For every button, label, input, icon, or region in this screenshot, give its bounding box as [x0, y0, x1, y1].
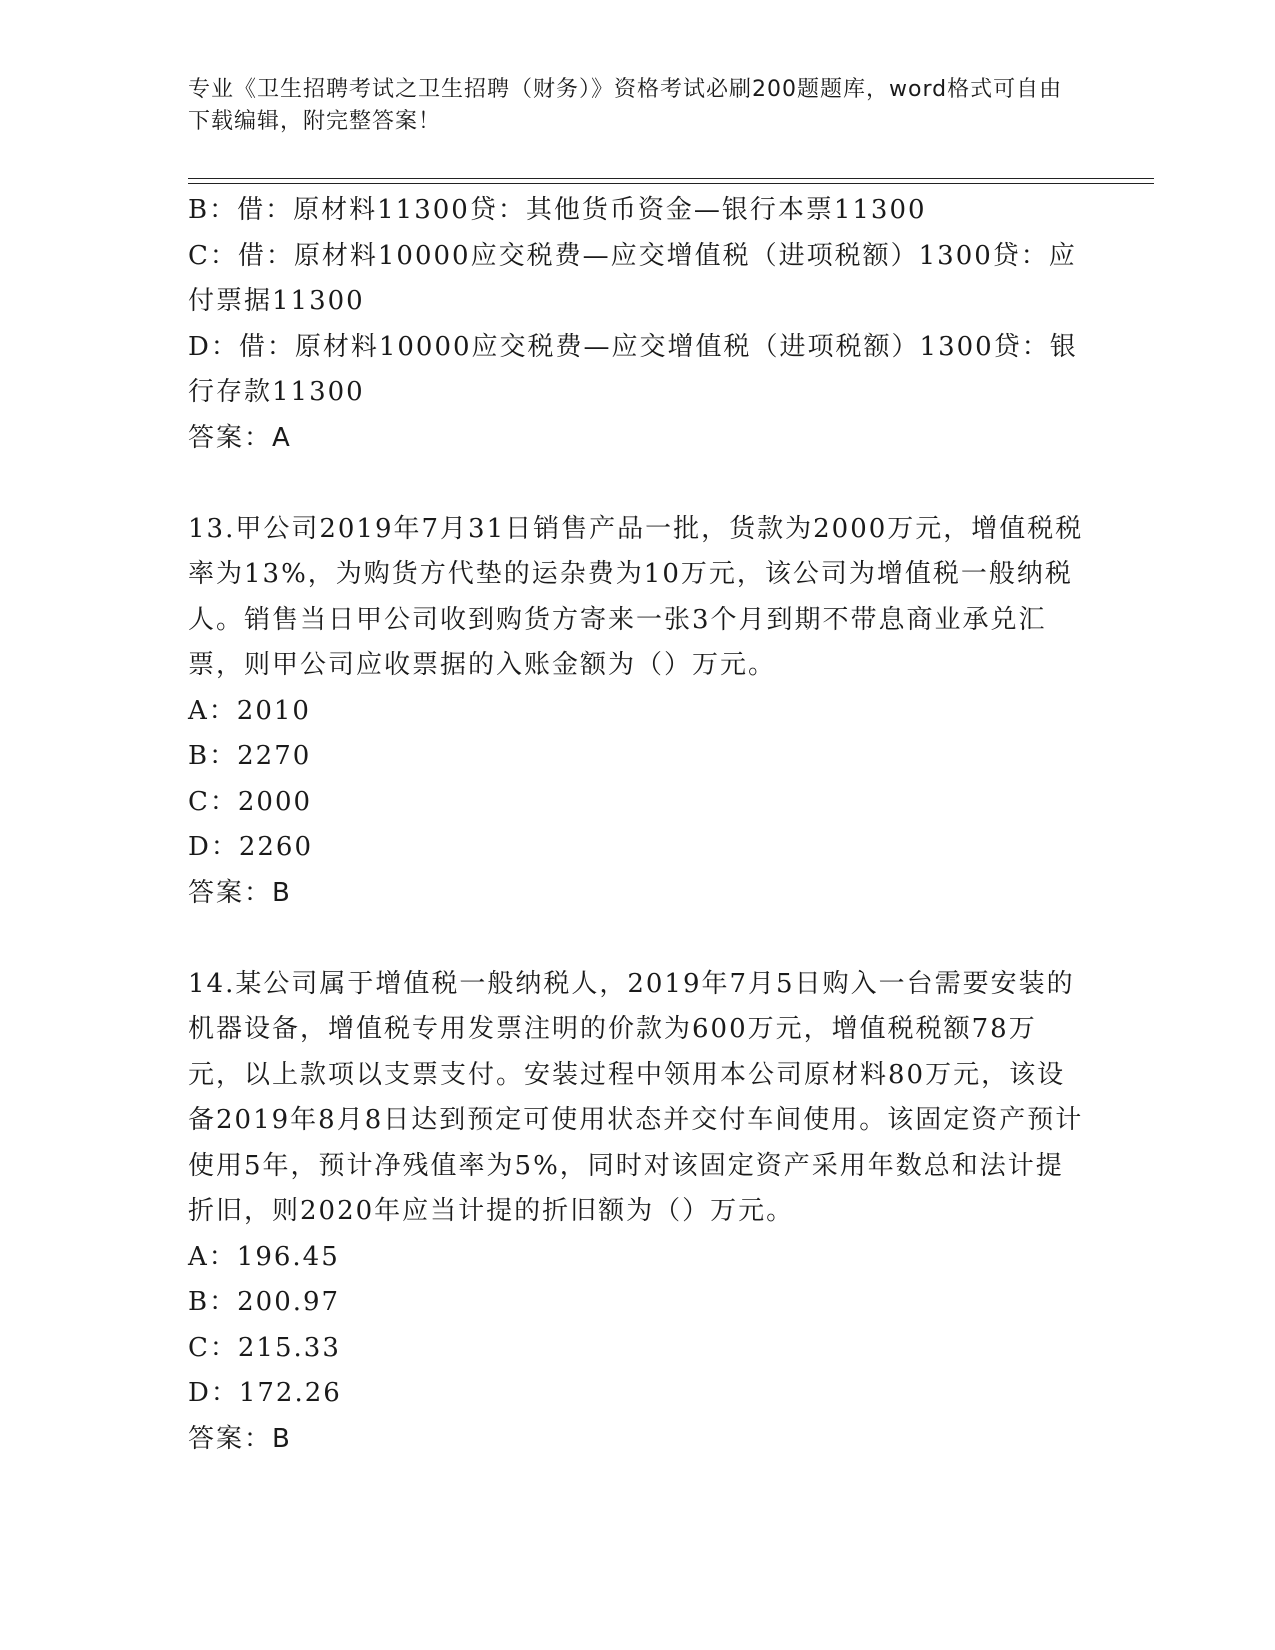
- question-13: [188, 507, 1088, 917]
- option-c: C：215.33: [188, 1332, 341, 1363]
- question-stem: 13.甲公司2019年7月31日销售产品一批，货款为2000万元，增值税税率为13%，为购货方代垫的运杂费为10万元，该公司为增值税一般纳税人。销售当日甲公司收到购货方寄来一张3个月到期不带息商业承兑汇票，则甲公司应收票据的入账金额为（）万元。: [188, 513, 1084, 680]
- option-b: B：2270: [188, 741, 312, 771]
- answer-line: 答案：A: [188, 422, 292, 453]
- option-c: C：借：原材料10000应交税费—应交增值税（进项税额）1300贷：应付票据11300: [188, 240, 1077, 316]
- option-a: A：196.45: [188, 1241, 340, 1272]
- option-b: B：200.97: [188, 1287, 341, 1317]
- option-a: A：2010: [188, 695, 311, 726]
- answer-line: 答案：B: [188, 877, 292, 908]
- question-stem: 14.某公司属于增值税一般纳税人，2019年7月5日购入一台需要安装的机器设备，增值税专用发票注明的价款为600万元，增值税税额78万元，以上款项以支票支付。安装过程中领用本公司原材料80万元，该设备2019年8月8日达到预定可使用状态并交付车间使用。该固定资产预计使用5年，预计净残值率为5%，同时对该固定资产采用年数总和法计提折旧，则2020年应当计提的折旧额为（）万元。: [188, 968, 1084, 1226]
- option-b: B：借：原材料11300贷：其他货币资金—银行本票11300: [188, 195, 927, 225]
- option-d: D：2260: [188, 832, 314, 862]
- answer-line: 答案：B: [188, 1423, 292, 1454]
- question-14: [188, 962, 1088, 1463]
- spacer: [188, 461, 1088, 507]
- option-c: C：2000: [188, 786, 313, 817]
- document-body: [188, 188, 1088, 1462]
- spacer: [188, 916, 1088, 962]
- document-header: 专业《卫生招聘考试之卫生招聘（财务）》资格考试必刷200题题库，word格式可自由下载编辑，附完整答案！: [188, 77, 1063, 134]
- option-d: D：172.26: [188, 1378, 342, 1408]
- header-divider-bottom: [188, 183, 1154, 184]
- option-d: D：借：原材料10000应交税费—应交增值税（进项税额）1300贷：银行存款11300: [188, 331, 1078, 407]
- question-12-tail: [188, 188, 1088, 461]
- header-divider-top: [188, 178, 1154, 179]
